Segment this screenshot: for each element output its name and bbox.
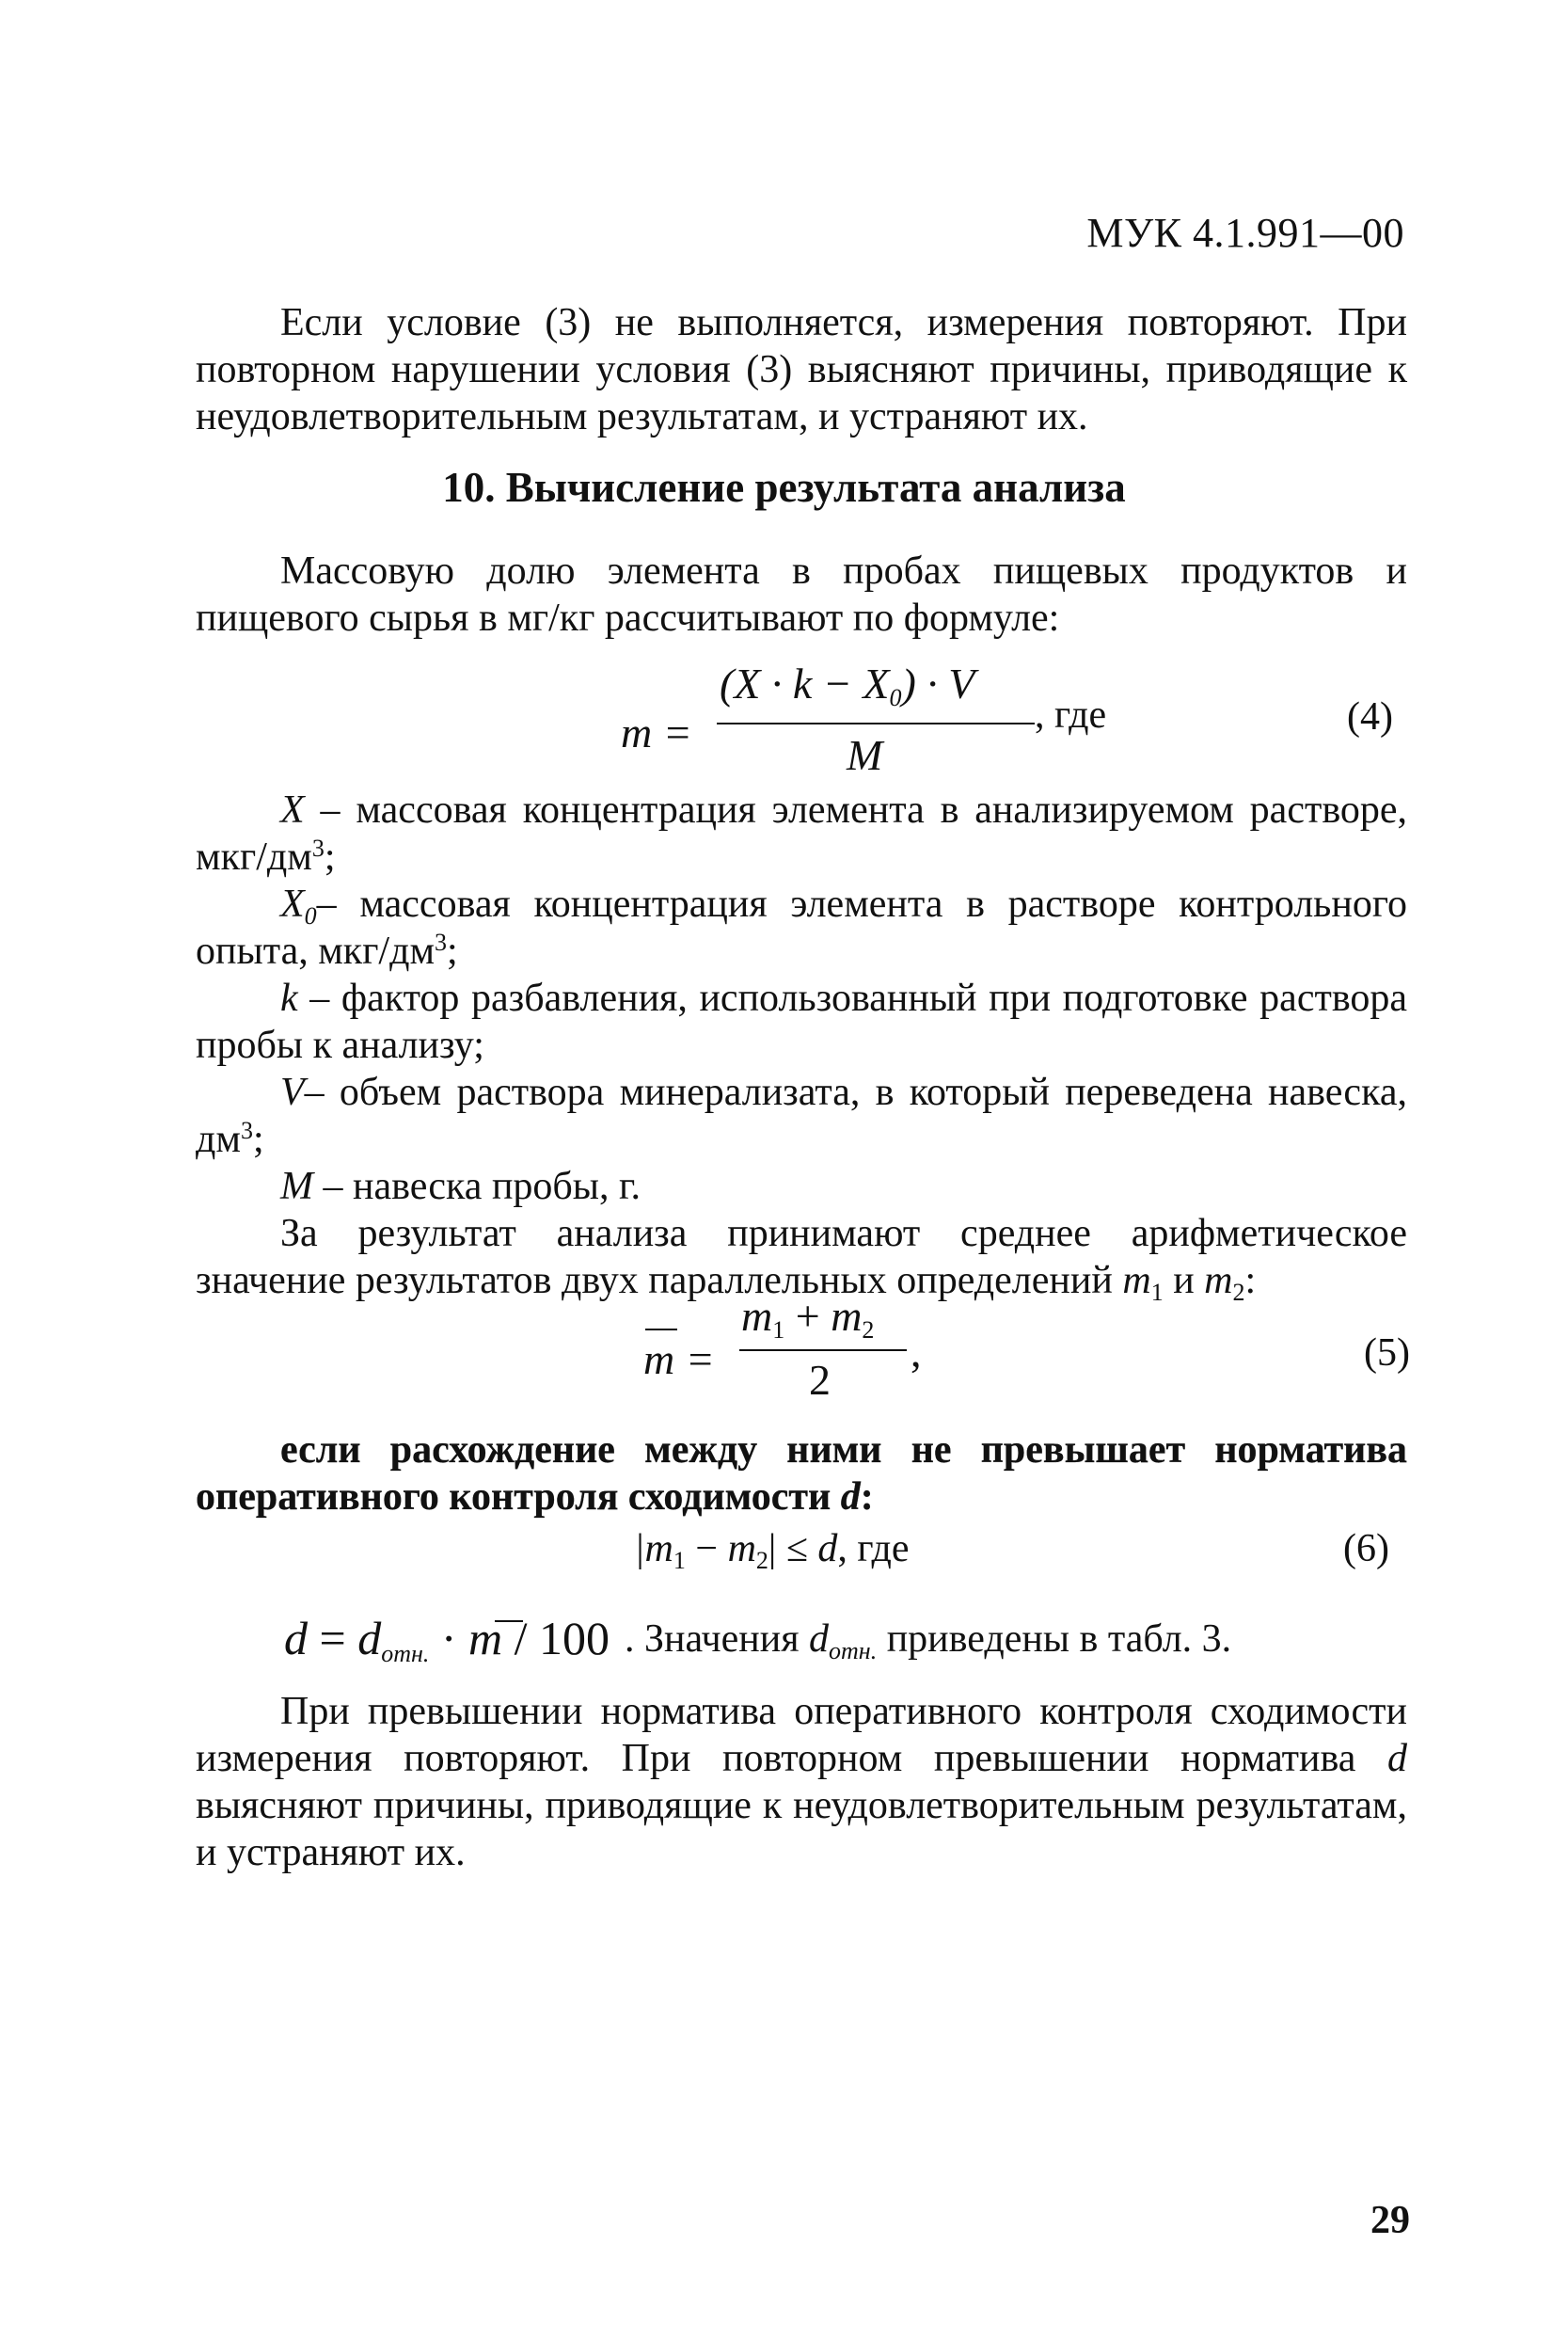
- intro-paragraph: Если условие (3) не выполняется, измерения повторяют. При повторном нарушении условия (3) выясняют причины, приводящие к неудовлетворительным результатам, и устраняют их.: [196, 301, 1407, 438]
- definition-k: [196, 975, 1407, 1069]
- formula-4-numerator: [720, 659, 975, 711]
- definition-v-sup: 3: [240, 1117, 253, 1144]
- definition-x-symbol: X: [280, 788, 305, 832]
- definition-x0-sub: 0: [304, 902, 317, 930]
- formula-5-number: (5): [1364, 1331, 1410, 1375]
- definition-m-symbol: M: [280, 1165, 313, 1208]
- result-end: :: [1244, 1259, 1257, 1302]
- formula-6-minus: −: [685, 1527, 728, 1570]
- final-text-b: выясняют причины, приводящие к неудовлетворительным результатам, и устраняют их.: [196, 1784, 1407, 1874]
- result-paragraph-text: За результат анализа принимают среднее арифметическое значение результатов двух параллельных определений: [196, 1212, 1407, 1302]
- definition-x: [196, 787, 1407, 881]
- definition-v-end: ;: [252, 1118, 264, 1161]
- formula-6-expr-b: m: [727, 1527, 756, 1570]
- formula-d-d: d: [284, 1612, 308, 1664]
- formula-5-num-b-sub: 2: [862, 1316, 875, 1344]
- formula-6-expr-a: |m: [634, 1527, 673, 1570]
- formula-5-num-b: m: [831, 1292, 863, 1340]
- final-text-a: При превышении норматива оперативного контроля сходимости измерения повторяют. При повторном превышении норматива: [196, 1690, 1407, 1780]
- calc-paragraph: Массовую долю элемента в пробах пищевых продуктов и пищевого сырья в мг/кг рассчитывают по формуле:: [196, 549, 1407, 640]
- document-code: МУК 4.1.991—00: [1086, 210, 1404, 256]
- formula-5-plus: +: [784, 1292, 832, 1340]
- formula-6-close: |: [768, 1527, 777, 1570]
- final-symbol: d: [1387, 1737, 1407, 1780]
- definition-k-symbol: k: [280, 977, 298, 1020]
- formula-5-suffix: ,: [911, 1328, 922, 1376]
- formula-4-numerator-sub: 0: [889, 684, 902, 711]
- formula-d-tail: [625, 1616, 1231, 1662]
- formula-6-b-sub: 2: [755, 1547, 768, 1574]
- formula-4-fraction-bar: [717, 723, 1035, 724]
- formula-d-tail-end: приведены в табл. 3.: [877, 1617, 1232, 1661]
- formula-d-dot: ·: [429, 1612, 469, 1664]
- condition-paragraph: [196, 1426, 1407, 1520]
- formula-d-m: m: [468, 1612, 503, 1664]
- formula-4-suffix: , где: [1035, 693, 1107, 737]
- page-number: 29: [1370, 2199, 1410, 2242]
- formula-d-d2-sub: отн.: [381, 1640, 430, 1667]
- definition-x0-symbol: X: [280, 883, 305, 926]
- formula-5-num-a: m: [741, 1292, 773, 1340]
- formula-4-denominator: M: [847, 731, 883, 779]
- result-m1-sub: 1: [1150, 1279, 1164, 1306]
- result-m1: m: [1122, 1259, 1151, 1302]
- formula-4-number: (4): [1347, 695, 1393, 739]
- formula-d-d2: d: [357, 1612, 382, 1664]
- definition-x0: [196, 881, 1407, 975]
- formula-4-numerator-end: ) · V: [901, 660, 975, 708]
- formula-d-expression: [284, 1611, 610, 1665]
- formula-d-d3-sub: отн.: [829, 1637, 878, 1664]
- section-title: 10. Вычисление результата анализа: [442, 464, 1126, 511]
- formula-4-numerator-main: (X · k − X: [720, 660, 890, 708]
- formula-6-le: ≤: [776, 1527, 818, 1570]
- formula-6-expression: [634, 1526, 910, 1574]
- formula-4-lhs: m =: [621, 708, 692, 756]
- definition-x-text: – массовая концентрация элемента в анализируемом растворе, мкг/дм: [196, 788, 1407, 879]
- condition-text: если расхождение между ними не превышает норматива оперативного контроля сходимости: [196, 1428, 1407, 1519]
- definition-x-sup: 3: [311, 835, 325, 862]
- result-and: и: [1163, 1259, 1205, 1302]
- final-paragraph: [196, 1688, 1407, 1876]
- result-m2-sub: 2: [1232, 1279, 1245, 1306]
- definition-v-symbol: V: [280, 1071, 305, 1114]
- formula-6-number: (6): [1343, 1527, 1389, 1570]
- definition-v-text: – объем раствора минерализата, в который переведена навеска, дм: [196, 1071, 1407, 1161]
- formula-5-lhs: m =: [643, 1335, 715, 1383]
- definition-x0-end: ;: [447, 930, 458, 973]
- formula-6-suffix: , где: [837, 1527, 910, 1570]
- formula-5-denominator: 2: [809, 1356, 831, 1404]
- condition-symbol: d: [840, 1475, 861, 1519]
- formula-5-mean-bar: [645, 1329, 677, 1330]
- definition-v: [196, 1069, 1407, 1163]
- result-m2: m: [1204, 1259, 1233, 1302]
- definition-k-text: – фактор разбавления, использованный при подготовке раствора пробы к анализу;: [196, 977, 1407, 1067]
- formula-6-a-sub: 1: [673, 1547, 686, 1574]
- formula-5-num-a-sub: 1: [772, 1316, 785, 1344]
- formula-6-d: d: [817, 1527, 838, 1570]
- result-paragraph: [196, 1210, 1407, 1304]
- formula-d-d3: d: [809, 1617, 830, 1661]
- formula-d-tail-text: . Значения: [625, 1617, 810, 1661]
- formula-d-div: / 100: [502, 1612, 610, 1664]
- formula-5-fraction-bar: [739, 1349, 907, 1351]
- definition-m: [196, 1163, 1407, 1210]
- definition-x0-text: – массовая концентрация элемента в растворе контрольного опыта, мкг/дм: [196, 883, 1407, 973]
- condition-end: :: [860, 1475, 874, 1519]
- definition-x0-sup: 3: [435, 929, 448, 956]
- formula-5-numerator: [741, 1291, 875, 1344]
- formula-d-eq: =: [308, 1612, 358, 1664]
- definition-m-text: – навеска пробы, г.: [313, 1165, 641, 1208]
- definition-x-end: ;: [324, 836, 336, 879]
